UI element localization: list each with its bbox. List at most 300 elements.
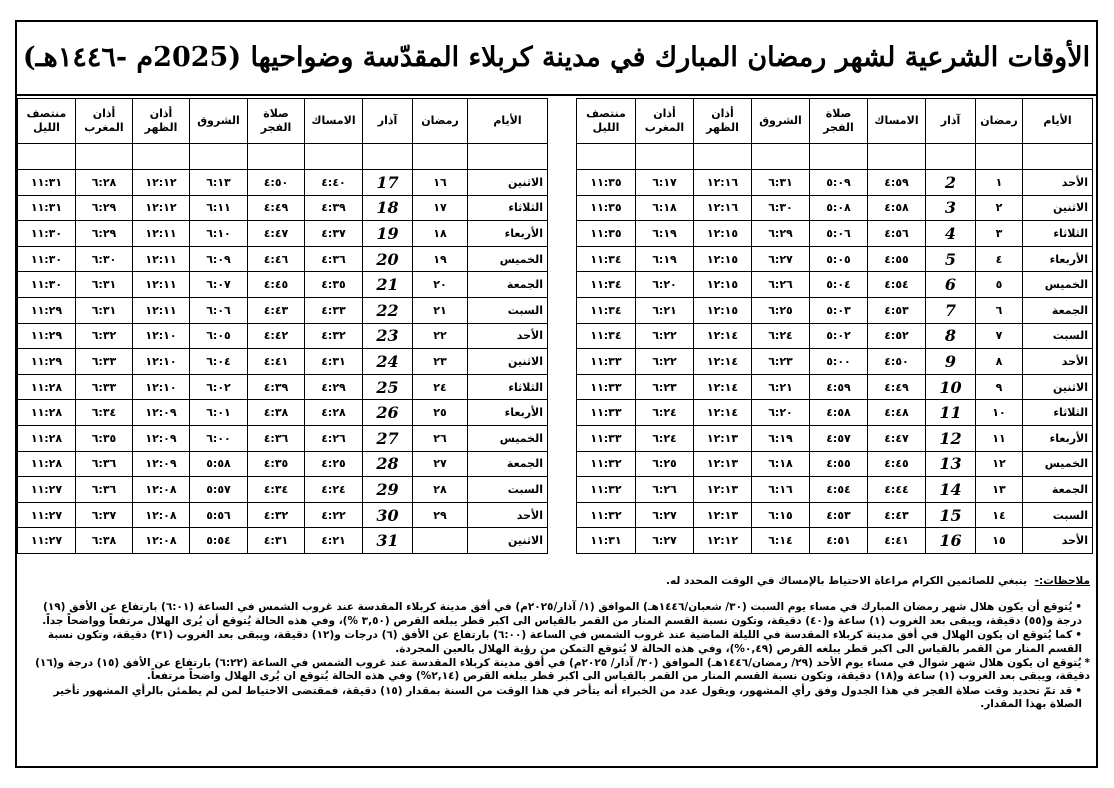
time-cell: ١١:٣٢ [577,451,636,477]
time-cell: ١١:٢٩ [18,297,76,323]
time-cell: ١١:٢٨ [18,451,76,477]
time-cell: ١١:٣٥ [577,170,636,196]
time-cell: ١١:٣٠ [18,272,76,298]
table-row [577,425,1093,451]
time-cell: ٤:٤٧ [868,425,926,451]
day-cell: الأربعاء [1023,425,1093,451]
time-cell: ٦:٢٠ [752,400,810,426]
document-frame [15,20,1098,768]
time-cell: ٤:٢٨ [305,400,363,426]
blank-cell [76,144,133,170]
time-cell: ٤:٤١ [248,349,305,375]
time-cell: ٤:٥٠ [868,349,926,375]
column-header: صلاة الفجر [810,99,868,144]
time-cell: ٥:٠٤ [810,272,868,298]
time-cell: ٤:٣٩ [248,374,305,400]
time-cell: ٤:٣٥ [305,272,363,298]
time-cell: ٤:٥٤ [868,272,926,298]
day-cell: الخميس [468,246,548,272]
blank-cell [752,144,810,170]
time-cell: ٦:٠٧ [190,272,248,298]
time-cell: ٤:٢٥ [305,451,363,477]
table-row [577,272,1093,298]
time-cell: ١٢:٠٩ [133,451,190,477]
time-cell: ٥:٥٦ [190,502,248,528]
time-cell: ٤:٥٦ [868,221,926,247]
day-cell: الخميس [1023,451,1093,477]
blank-cell [976,144,1023,170]
time-cell: ١٥ [976,528,1023,554]
time-cell: ١٩ [413,246,468,272]
time-cell: ٤:٥٧ [810,425,868,451]
time-cell: ٤:٢٩ [305,374,363,400]
page-title: الأوقات الشرعية لشهر رمضان المبارك في مدينة كربلاء المقدّسة وضواحيها (2025م -١٤٤٦هـ) [17,22,1096,96]
time-cell: ٥:٠٢ [810,323,868,349]
time-cell: ٤:٢٢ [305,502,363,528]
time-cell: ٦:٢٩ [76,221,133,247]
time-cell: ٦:٣٠ [76,246,133,272]
adhar-date-cell: 2 [926,170,976,196]
time-cell: ١١:٣٢ [577,477,636,503]
time-cell: ١٢:٠٩ [133,425,190,451]
adhar-date-cell: 15 [926,502,976,528]
time-cell: ٦:٢٩ [752,221,810,247]
time-cell: ٦:٣١ [752,170,810,196]
time-cell: ٦:٣٠ [752,195,810,221]
time-cell: ٥:٥٨ [190,451,248,477]
day-cell: الأربعاء [468,221,548,247]
day-cell: الاثنين [1023,195,1093,221]
column-header: أذان الظهر [694,99,752,144]
time-cell: ٩ [976,374,1023,400]
time-cell: ١١:٣٠ [18,221,76,247]
table-row [577,246,1093,272]
blank-cell [363,144,413,170]
blank-row [18,144,548,170]
column-header: الامساك [305,99,363,144]
time-cell: ١١:٣٥ [577,221,636,247]
adhar-date-cell: 12 [926,425,976,451]
time-cell: ٤:٣٩ [305,195,363,221]
time-cell: ٦:٠٩ [190,246,248,272]
adhar-date-cell: 11 [926,400,976,426]
day-cell: الأربعاء [468,400,548,426]
time-cell: ٢٨ [413,477,468,503]
time-cell: ٤:٥٩ [868,170,926,196]
time-cell: ٦:٠٤ [190,349,248,375]
day-cell: الجمعة [468,451,548,477]
column-header: آذار [363,99,413,144]
time-cell: ٦:٢١ [752,374,810,400]
table-row [18,221,548,247]
time-cell: ٤:٢١ [305,528,363,554]
blank-cell [577,144,636,170]
adhar-date-cell: 3 [926,195,976,221]
time-cell: ١٢:٠٨ [133,528,190,554]
table-row [577,349,1093,375]
time-cell: ٤:٥٣ [810,502,868,528]
adhar-date-cell: 6 [926,272,976,298]
column-header: صلاة الفجر [248,99,305,144]
column-header: أذان المغرب [76,99,133,144]
time-cell: ٥:٠٠ [810,349,868,375]
time-cell: ٤:٤٠ [305,170,363,196]
time-cell: ٦:٢١ [636,297,694,323]
time-cell: ٦:١٧ [636,170,694,196]
time-cell: ١١:٣٤ [577,297,636,323]
notes-section [25,575,1090,713]
adhar-date-cell: 28 [363,451,413,477]
time-cell: ٦:١٩ [752,425,810,451]
time-cell: ٦:٣٣ [76,374,133,400]
time-cell: ٢٤ [413,374,468,400]
time-cell: ١٢:١٤ [694,374,752,400]
note-item: • قد تمّ تحديد وقت صلاة الفجر في هذا الجدول وفق رأي المشهور، ويقول عدد من الخبراء أنه يتأخر في هذا الوقت من السنة بمقدار (١٥) دقيقة، فمقتضى الاحتياط لمن لم يطمئن بالرأي المشهور تأخير الصلاة بهذا المقدار. [25,685,1090,712]
table-row [577,323,1093,349]
adhar-date-cell: 7 [926,297,976,323]
time-cell: ١٢:١٣ [694,425,752,451]
time-cell: ٤:٤٩ [868,374,926,400]
time-cell: ٤ [976,246,1023,272]
time-cell: ٤:٣٨ [248,400,305,426]
time-cell: ٤:٢٤ [305,477,363,503]
table-row [18,297,548,323]
timetable-left [17,98,548,554]
time-cell: ٦:١٤ [752,528,810,554]
day-cell: الأحد [468,323,548,349]
time-cell: ٢٣ [413,349,468,375]
adhar-date-cell: 23 [363,323,413,349]
time-cell: ٢٠ [413,272,468,298]
day-cell: الاثنين [1023,374,1093,400]
time-cell: ١١:٣٣ [577,374,636,400]
time-cell: ٤:٥٨ [810,400,868,426]
time-cell: ١١:٢٨ [18,374,76,400]
time-cell: ١٤ [976,502,1023,528]
time-cell: ١٢:١٢ [694,528,752,554]
time-cell: ١٢:١٠ [133,323,190,349]
time-cell: ٥:٠٩ [810,170,868,196]
time-cell: ١٣ [976,477,1023,503]
time-cell: ٤:٤٩ [248,195,305,221]
time-cell: ٤:٤٨ [868,400,926,426]
notes-lead-text: ينبغي للصائمين الكرام مراعاة الاحتياط بالإمساك في الوقت المحدد له. [666,575,1028,587]
day-cell: الثلاثاء [468,195,548,221]
time-cell: ٨ [976,349,1023,375]
time-cell: ١٢:١٦ [694,195,752,221]
table-row [18,425,548,451]
time-cell: ١١:٢٩ [18,349,76,375]
blank-cell [810,144,868,170]
adhar-date-cell: 9 [926,349,976,375]
column-header: رمضان [413,99,468,144]
adhar-date-cell: 16 [926,528,976,554]
table-row [18,246,548,272]
time-cell: ١٢:١٥ [694,221,752,247]
time-cell: ٤:٣٣ [305,297,363,323]
day-cell: السبت [468,297,548,323]
blank-cell [468,144,548,170]
time-cell: ٦:١٨ [752,451,810,477]
time-cell: ١٢:١٤ [694,400,752,426]
time-cell: ١ [976,170,1023,196]
time-cell: ٤:٥٩ [810,374,868,400]
time-cell: ١١:٢٩ [18,323,76,349]
day-cell: الثلاثاء [1023,221,1093,247]
time-cell: ٦:٢٤ [636,400,694,426]
day-cell: الاثنين [468,170,548,196]
blank-cell [413,144,468,170]
adhar-date-cell: 22 [363,297,413,323]
table-row [577,528,1093,554]
time-cell: ٤:٥١ [810,528,868,554]
time-cell: ٢١ [413,297,468,323]
table-row [18,451,548,477]
time-cell: ٦:٣٨ [76,528,133,554]
time-cell: ١٢:١١ [133,221,190,247]
time-cell: ٤:٤٢ [248,323,305,349]
adhar-date-cell: 21 [363,272,413,298]
time-cell: ٦:٢٤ [636,425,694,451]
time-cell: ١١:٢٧ [18,502,76,528]
time-cell: ٤:٤٦ [248,246,305,272]
day-cell: الخميس [1023,272,1093,298]
time-cell: ٦:٢٢ [636,323,694,349]
time-cell: ٤:٤٥ [868,451,926,477]
time-cell: ١٢:١١ [133,246,190,272]
table-row [18,374,548,400]
blank-row [577,144,1093,170]
time-cell: ٦:٣٤ [76,400,133,426]
table-row [18,477,548,503]
column-header: الشروق [190,99,248,144]
time-cell: ٤:٥٣ [868,297,926,323]
day-cell: الجمعة [1023,477,1093,503]
column-header: منتصف الليل [577,99,636,144]
time-cell: ٦:١٨ [636,195,694,221]
adhar-date-cell: 14 [926,477,976,503]
day-cell: الأحد [1023,528,1093,554]
day-cell: الأحد [1023,170,1093,196]
time-cell: ٤:٣٤ [248,477,305,503]
table-row [577,374,1093,400]
table-row [577,170,1093,196]
time-cell: ٦:٢٣ [752,349,810,375]
time-cell: ٦:٣٦ [76,451,133,477]
time-cell: ٦:٢٤ [752,323,810,349]
time-cell: ١١:٣١ [577,528,636,554]
blank-cell [18,144,76,170]
column-header: آذار [926,99,976,144]
timetable-right [576,98,1093,554]
time-cell: ٧ [976,323,1023,349]
time-cell: ٦:٢٦ [636,477,694,503]
time-cell: ٦:٢٨ [76,170,133,196]
adhar-date-cell: 26 [363,400,413,426]
time-cell: ٤:٥٢ [868,323,926,349]
adhar-date-cell: 30 [363,502,413,528]
time-cell: ٦:٢٠ [636,272,694,298]
day-cell: الخميس [468,425,548,451]
day-cell: الاثنين [468,528,548,554]
time-cell: ٤:٤٤ [868,477,926,503]
column-header: أذان الظهر [133,99,190,144]
time-cell: ٦:٠٦ [190,297,248,323]
time-cell: ٦:٢٦ [752,272,810,298]
time-cell: ٥:٠٦ [810,221,868,247]
time-cell: ٦:٠٠ [190,425,248,451]
blank-cell [1023,144,1093,170]
table-row [18,502,548,528]
table-row [577,195,1093,221]
day-cell: الأحد [468,502,548,528]
time-cell: ٢٩ [413,502,468,528]
adhar-date-cell: 13 [926,451,976,477]
time-cell: ٦:٣٦ [76,477,133,503]
day-cell: الثلاثاء [1023,400,1093,426]
time-cell: ١١ [976,425,1023,451]
time-cell: ٦:٢٥ [636,451,694,477]
time-cell: ٤:٥٤ [810,477,868,503]
table-row [577,451,1093,477]
time-cell: ١١:٢٧ [18,528,76,554]
time-cell: ٤:٣٦ [248,425,305,451]
day-cell: الأحد [1023,349,1093,375]
time-cell: ٦:٠٥ [190,323,248,349]
time-cell: ١٢ [976,451,1023,477]
time-cell: ١٢:١٣ [694,502,752,528]
adhar-date-cell: 18 [363,195,413,221]
note-item: • كما يُتوقع ان يكون الهلال في أفق مدينة كربلاء المقدسة في الليلة الماضية عند غروب الشمس في الساعة (٦:٠٠) بارتفاع عن الأفق (٦) درجات و(١٢) دقيقة، ويبقى بعد الغروب (٣١) دقيقة، وتكون نسبة القسم المنار من القمر بالقياس الى اكبر قطر يبلغه القرص (٠,٤٩%)، وفي هذه الحالة لا يُتوقع التمكن من رؤية الهلال بالعين المجردة. [25,629,1090,656]
time-cell: ٤:٣١ [248,528,305,554]
time-cell: ١٢:١٣ [694,451,752,477]
column-header: أذان المغرب [636,99,694,144]
time-cell: ٢٦ [413,425,468,451]
time-cell: ١١:٣٣ [577,400,636,426]
notes-label: ملاحظات:- [1034,575,1090,587]
day-cell: الجمعة [468,272,548,298]
time-cell: ٦:٠٢ [190,374,248,400]
table-row [18,170,548,196]
time-cell: ٥:٠٨ [810,195,868,221]
adhar-date-cell: 5 [926,246,976,272]
adhar-date-cell: 17 [363,170,413,196]
adhar-date-cell: 29 [363,477,413,503]
time-cell: ١٦ [413,170,468,196]
time-cell: ٦:٢٥ [752,297,810,323]
time-cell [413,528,468,554]
time-cell: ٦:٢٢ [636,349,694,375]
time-cell: ١١:٣٤ [577,323,636,349]
time-cell: ٤:٣٥ [248,451,305,477]
time-cell: ٤:٣٧ [305,221,363,247]
time-cell: ٦:٢٧ [636,502,694,528]
time-cell: ١٢:١٥ [694,246,752,272]
time-cell: ١١:٣٠ [18,246,76,272]
time-cell: ١٢:١١ [133,297,190,323]
time-cell: ٦:٣٢ [76,323,133,349]
notes-lead [25,575,1090,588]
time-cell: ١٧ [413,195,468,221]
time-cell: ٦:٣٧ [76,502,133,528]
time-cell: ٢٥ [413,400,468,426]
time-cell: ١٢:١١ [133,272,190,298]
day-cell: السبت [1023,323,1093,349]
time-cell: ١٢:١٠ [133,374,190,400]
time-cell: ٤:٣٢ [248,502,305,528]
time-cell: ٦:٣٣ [76,349,133,375]
time-cell: ١١:٣٣ [577,349,636,375]
blank-cell [133,144,190,170]
time-cell: ٤:٣١ [305,349,363,375]
table-row [577,221,1093,247]
time-cell: ٢٧ [413,451,468,477]
table-row [18,272,548,298]
time-cell: ٦:١٦ [752,477,810,503]
adhar-date-cell: 19 [363,221,413,247]
time-cell: ١٢:٠٨ [133,502,190,528]
adhar-date-cell: 24 [363,349,413,375]
table-row [18,528,548,554]
note-item: • يُتوقع أن يكون هلال شهر رمضان المبارك في مساء يوم السبت (٣٠/ شعبان/١٤٤٦هـ) الموافق (١/ آذار/٢٠٢٥م) في أفق مدينة كربلاء المقدسة عند غروب الشمس في الساعة (٦:٠١) بارتفاع عن الأفق (١٩) درجة و(٥٥) دقيقة، ويبقى بعد الغروب (١) ساعة و(٤٠) دقيقة، وتكون نسبة القسم المنار من القمر بالقياس الى اكبر قطر يبلغه القرص (٣,٥٠ %)، وفي هذه الحالة يُتوقع أن يُرى الهلال مرتفعاً وواضحاً جداً. [25,601,1090,628]
day-cell: الأربعاء [1023,246,1093,272]
time-cell: ٦:٢٩ [76,195,133,221]
day-cell: الاثنين [468,349,548,375]
column-header: الأيام [1023,99,1093,144]
time-cell: ٦:٢٣ [636,374,694,400]
adhar-date-cell: 27 [363,425,413,451]
time-cell: ٢ [976,195,1023,221]
time-cell: ١١:٣١ [18,170,76,196]
time-cell: ١٢:١٠ [133,349,190,375]
time-cell: ١١:٣٤ [577,272,636,298]
time-cell: ٦:٠١ [190,400,248,426]
time-cell: ١٢:١٤ [694,323,752,349]
time-cell: ٤:٤١ [868,528,926,554]
time-cell: ٤:٥٥ [810,451,868,477]
blank-cell [694,144,752,170]
time-cell: ١٨ [413,221,468,247]
time-cell: ٦:٢٧ [636,528,694,554]
time-cell: ١١:٢٨ [18,400,76,426]
blank-cell [305,144,363,170]
time-cell: ٥:٥٤ [190,528,248,554]
time-cell: ٥ [976,272,1023,298]
table-row [18,349,548,375]
time-cell: ١٢:٠٨ [133,477,190,503]
time-cell: ١٢:١٥ [694,297,752,323]
time-cell: ٦:٣١ [76,272,133,298]
day-cell: الثلاثاء [468,374,548,400]
time-cell: ٦:٣١ [76,297,133,323]
blank-cell [190,144,248,170]
table-row [577,400,1093,426]
blank-cell [868,144,926,170]
time-cell: ١٢:١٤ [694,349,752,375]
time-cell: ٤:٣٦ [305,246,363,272]
blank-cell [248,144,305,170]
time-cell: ٦:١٩ [636,221,694,247]
time-cell: ٦:١٣ [190,170,248,196]
column-header: الشروق [752,99,810,144]
day-cell: الجمعة [1023,297,1093,323]
time-cell: ٦:٢٧ [752,246,810,272]
time-cell: ٦:٣٥ [76,425,133,451]
table-row [18,195,548,221]
time-cell: ٥:٠٥ [810,246,868,272]
table-row [18,400,548,426]
time-cell: ١٠ [976,400,1023,426]
